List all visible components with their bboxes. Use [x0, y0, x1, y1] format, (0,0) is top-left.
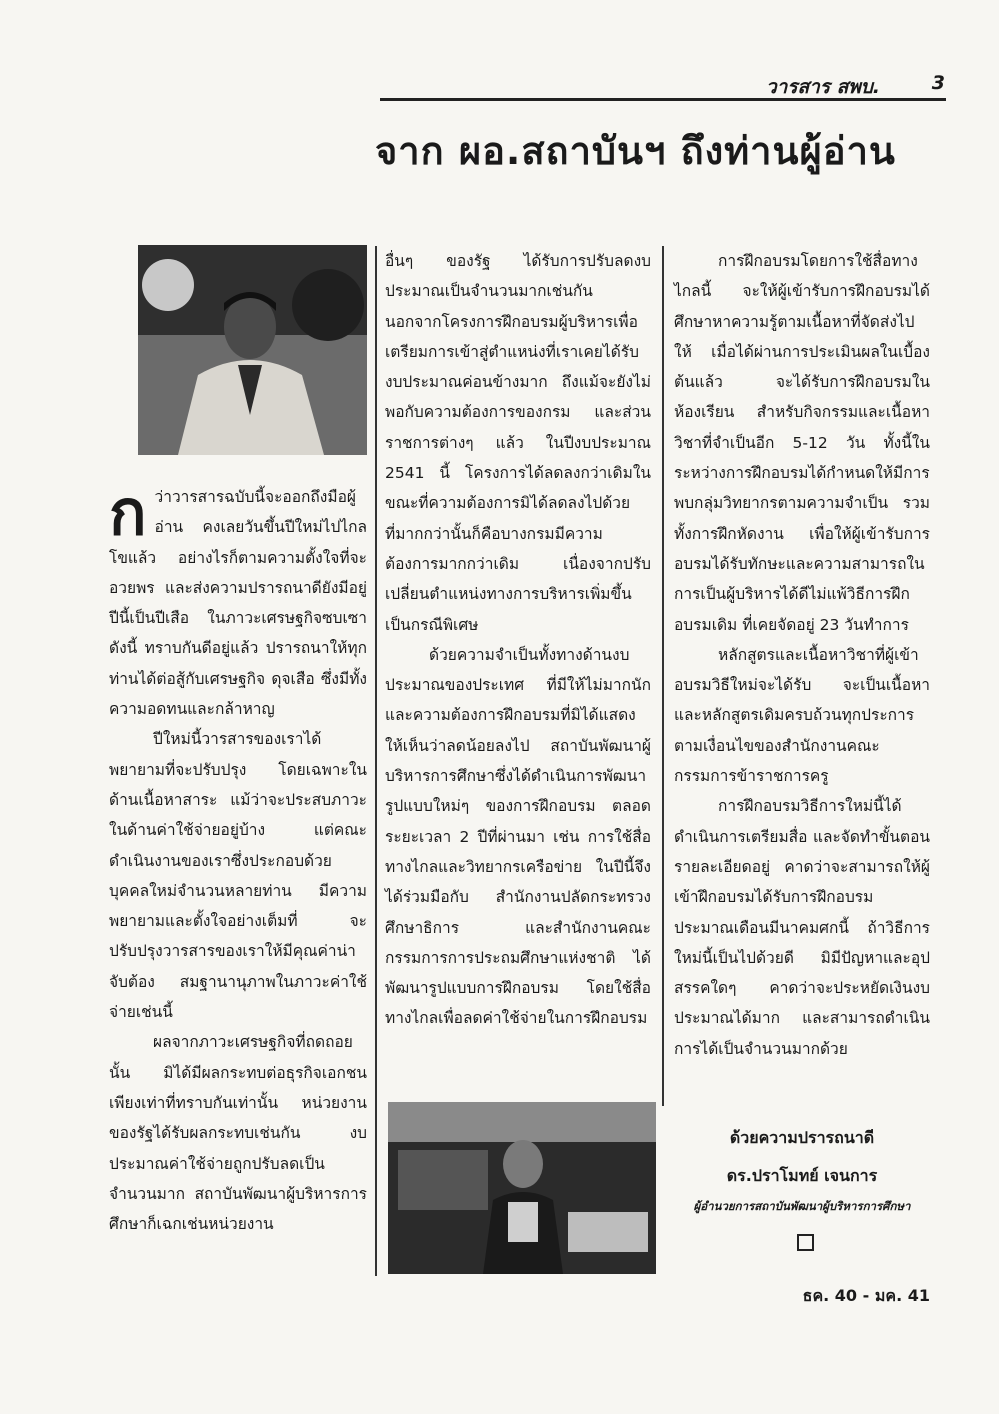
header-rule: [380, 98, 946, 101]
journal-name: วารสาร สพบ.: [765, 76, 880, 98]
column-divider-left: [375, 246, 377, 1276]
meeting-photo: [388, 1102, 656, 1274]
page-number: 3: [931, 72, 945, 94]
left-paragraph-1: [109, 476, 367, 724]
column-divider-right: [662, 246, 664, 1106]
right-column: [674, 246, 930, 1064]
middle-paragraph-1: อื่นๆ ของรัฐ ได้รับการปรับลดงบประมาณเป็นจำนวนมากเช่นกัน นอกจากโครงการฝึกอบรมผู้บริหารเพื่อเตรียมการเข้าสู่ตำแหน่งที่เราเคยได้รับงบประมาณค่อนข้างมาก ถึงแม้จะยังไม่พอกับความต้องการของกรม และส่วนราชการต่างๆ แล้ว ในปีงบประมาณ 2541 นี้ โครงการได้ลดลงกว่าเดิมในขณะที่ความต้องการมิได้ลดลงไปด้วย ที่มากกว่านั้นก็คือบางกรมมีความต้องการมากกว่าเดิม เนื่องจากปรับเปลี่ยนตำแหน่งทางการบริหารเพิ่มขึ้น เป็นกรณีพิเศษ: [385, 252, 651, 634]
middle-column: [385, 246, 651, 1034]
middle-paragraph-2: ด้วยความจำเป็นทั้งทางด้านงบประมาณของประเทศ ที่มีให้ไม่มากนัก และความต้องการฝึกอบรมที่มิได้แสดงให้เห็นว่าลดน้อยลงไป สถาบันพัฒนาผู้บริหารการศึกษาซึ่งได้ดำเนินการพัฒนารูปแบบใหม่ๆ ของการฝึกอบรม ตลอดระยะเวลา 2 ปีที่ผ่านมา เช่น การใช้สื่อทางไกลและวิทยากรเครือข่าย ในปีนี้จึงได้ร่วมมือกับ สำนักงานปลัดกระทรวงศึกษาธิการ และสำนักงานคณะกรรมการการประถมศึกษาแห่งชาติ ได้พัฒนารูปแบบการฝึกอบรม โดยใช้สื่อทางไกลเพื่อลดค่าใช้จ่ายในการฝึกอบรม: [385, 645, 651, 1028]
end-mark-icon: [797, 1234, 814, 1251]
drop-cap: ก: [109, 476, 147, 549]
meeting-illustration: [388, 1102, 656, 1274]
left-paragraph-2: ปีใหม่นี้วารสารของเราได้พยายามที่จะปรับปรุง โดยเฉพาะในด้านเนื้อหาสาระ แม้ว่าจะประสบภาวะในด้านค่าใช้จ่ายอยู่บ้าง แต่คณะดำเนินงานของเราซึ่งประกอบด้วยบุคคลใหม่จำนวนหลายท่าน มีความพยายามและตั้งใจอย่างเต็มที่ จะปรับปรุงวารสารของเราให้มีคุณค่าน่าจับต้อง สมฐานานุภาพในภาวะค่าใช้จ่ายเช่นนี้: [109, 730, 367, 1022]
portrait-illustration: [138, 245, 367, 455]
closing-greeting: ด้วยความปรารถนาดี: [729, 1128, 875, 1147]
right-paragraph-1: การฝึกอบรมโดยการใช้สื่อทางไกลนี้ จะให้ผู้เข้ารับการฝึกอบรมได้ศึกษาหาความรู้ตามเนื้อหาที่จัดส่งไปให้ เมื่อได้ผ่านการประเมินผลในเบื้องต้นแล้ว จะได้รับการฝึกอบรมในห้องเรียน สำหรับกิจกรรมและเนื้อหาวิชาที่จำเป็นอีก 5-12 วัน ทั้งนี้ในระหว่างการฝึกอบรมได้กำหนดให้มีการพบกลุ่มวิทยากรตามความจำเป็น รวมทั้งการฝึกหัดงาน เพื่อให้ผู้เข้ารับการอบรมได้รับทักษะและความสามารถในการเป็นผู้บริหารได้ดีไม่แพ้วิธีการฝึกอบรมเดิม ที่เคยจัดอยู่ 23 วันทำการ: [674, 252, 930, 634]
right-paragraph-3: การฝึกอบรมวิธีการใหม่นี้ได้ดำเนินการเตรียมสื่อ และจัดทำขั้นตอนรายละเอียดอยู่ คาดว่าจะสามารถให้ผู้เข้าฝึกอบรมได้รับการฝึกอบรมประมาณเดือนมีนาคมศกนี้ ถ้าวิธีการใหม่นี้เป็นไปด้วยดี มิมีปัญหาและอุปสรรคใดๆ คาดว่าจะประหยัดเงินงบประมาณได้มาก และสามารถดำเนินการได้เป็นจำนวนมากด้วย: [674, 797, 930, 1058]
author-portrait-photo: [138, 245, 367, 455]
article-title: จาก ผอ.สถาบันฯ ถึงท่านผู้อ่าน: [375, 129, 896, 173]
left-paragraph-1-text: ว่าวารสารฉบับนี้จะออกถึงมือผู้อ่าน คงเลยวันขึ้นปีใหม่ไปไกลโขแล้ว อย่างไรก็ตามความตั้งใจที่จะอวยพร และส่งความปรารถนาดียังมีอยู่ ปีนี้เป็นปีเสือ ในภาวะเศรษฐกิจซบเซาดังนี้ ทราบกันดีอยู่แล้ว ปรารถนาให้ทุกท่านได้ต่อสู้กับเศรษฐกิจ ดุจเสือ ซึ่งมีทั้งความอดทนและกล้าหาญ: [109, 488, 367, 719]
left-paragraph-3: ผลจากภาวะเศรษฐกิจที่ถดถอยนั้น มิได้มีผลกระทบต่อธุรกิจเอกชนเพียงเท่าที่ทราบกันเท่านั้น หน่วยงานของรัฐได้รับผลกระทบเช่นกัน งบประมาณค่าใช้จ่ายถูกปรับลดเป็นจำนวนมาก สถาบันพัฒนาผู้บริหารการศึกษาก็เฉกเช่นหน่วยงาน: [109, 1033, 367, 1234]
left-column: [109, 476, 367, 1239]
signature-name: ดร.ปราโมทย์ เจนการ: [726, 1166, 878, 1185]
issue-date: ธค. 40 - มค. 41: [802, 1286, 930, 1305]
right-paragraph-2: หลักสูตรและเนื้อหาวิชาที่ผู้เข้าอบรมวิธีใหม่จะได้รับ จะเป็นเนื้อหาและหลักสูตรเดิมครบถ้วนทุกประการ ตามเงื่อนไขของสำนักงานคณะกรรมการข้าราชการครู: [674, 645, 930, 786]
signature-title: ผู้อำนวยการสถาบันพัฒนาผู้บริหารการศึกษา: [693, 1199, 911, 1213]
